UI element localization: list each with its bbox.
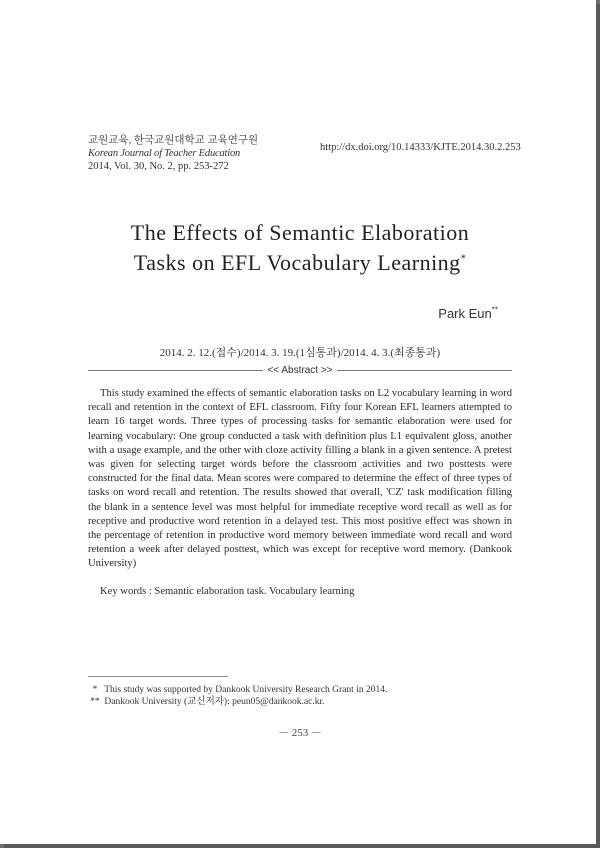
abstract-text: This study examined the effects of semantic elaboration tasks on L2 vocabulary learning in word recall and retention in the context of EFL classroom. Fifty four Korean EFL learners attempted to learn 16 target words. Three types of processing tasks for semantic elaboration were used for learning vocabulary: One group conducted a task with definition plus L1 equivalent gloss, another with a usage example, and the other with cloze activity filling a blank in a given sentence. A pretest was given for selecting target words before the classroom activities and two posttests were constructed for the final data. Mean scores were compared to determine the effect of three types of tasks on word recall and retention. The results showed that overall, 'CZ' task modification filling the blank in a sentence level was most helpful for immediate receptive word recall as well as for receptive and productive word retention in a delayed test. This most positive effect was shown in the percentage of retention in productive word memory between immediate word recall and word retention a week after delayed posttest, which was except for receptive word memory. (Dankook University): [88, 388, 512, 570]
publisher-korean: 교원교육, 한국교원대학교 교육연구원: [88, 135, 259, 146]
footnote-mark: *: [92, 685, 98, 695]
issue-info: 2014, Vol. 30, No. 2, pp. 253-272: [88, 161, 229, 172]
submission-dates: 2014. 2. 12.(접수)/2014. 3. 19.(1심통과)/2014. 4. 3.(최종통과): [159, 347, 441, 359]
footnote-1: [88, 684, 387, 696]
journal-header: [88, 134, 258, 173]
title-footnote-mark: *: [460, 253, 467, 265]
page-shadow-right: [596, 4, 600, 848]
keywords: Key words : Semantic elaboration task. Vocabulary learning: [100, 586, 355, 597]
footnote-2: [88, 696, 325, 708]
footnote-text: This study was supported by Dankook University Research Grant in 2014.: [104, 685, 388, 695]
page-number: － 253 －: [278, 727, 322, 739]
author-name-block: [438, 306, 498, 321]
footnote-divider: [88, 676, 228, 677]
paper-title: [60, 218, 540, 278]
author-footnote-mark: **: [491, 305, 498, 315]
footnote-text: Dankook University (교신저자): peun05@dankook.ac.kr.: [104, 697, 325, 707]
page-shadow-bottom: [4, 844, 600, 848]
abstract-label: << Abstract >>: [263, 365, 336, 376]
doi-link[interactable]: http://dx.doi.org/10.14333/KJTE.2014.30.2.253: [320, 142, 521, 153]
footnote-mark: **: [90, 697, 100, 707]
journal-name: Korean Journal of Teacher Education: [88, 148, 241, 159]
title-line-1: The Effects of Semantic Elaboration: [130, 220, 470, 245]
author-name: Park Eun: [438, 306, 492, 321]
title-line-2: Tasks on EFL Vocabulary Learning: [133, 250, 461, 275]
abstract-heading: [88, 364, 512, 378]
